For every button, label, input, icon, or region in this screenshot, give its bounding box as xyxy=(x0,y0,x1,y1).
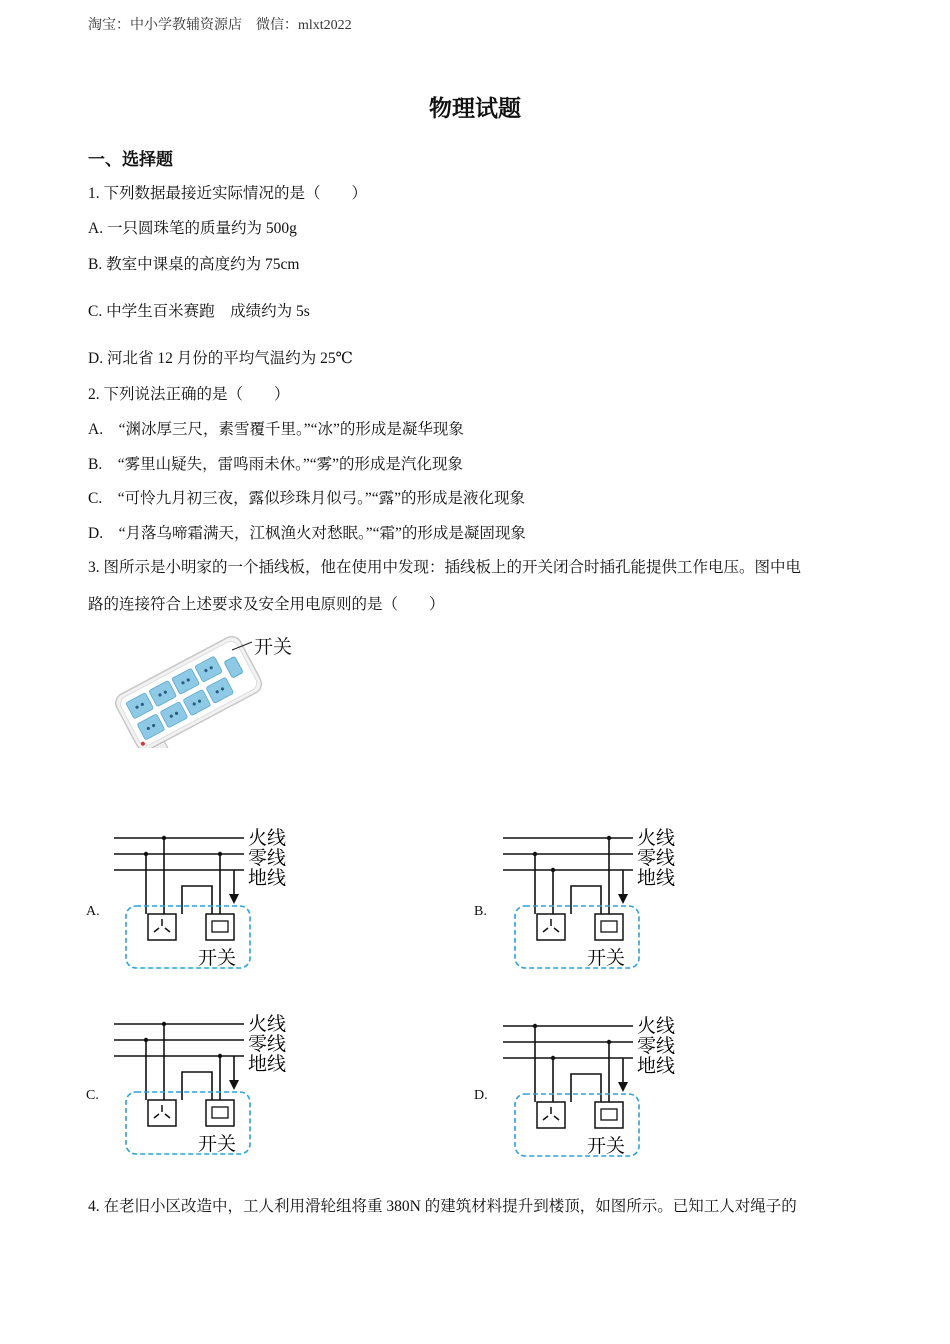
circuit-option-a xyxy=(110,822,310,974)
option-d-label: D. xyxy=(474,1088,488,1103)
option-b-label: B. xyxy=(474,904,487,919)
live-wire-label: 火线 xyxy=(248,1013,287,1035)
neutral-wire-label: 零线 xyxy=(248,1033,287,1055)
switch-label: 开关 xyxy=(587,1135,626,1157)
live-wire-label: 火线 xyxy=(637,827,676,849)
ground-wire-label: 地线 xyxy=(637,867,676,889)
live-wire-label: 火线 xyxy=(248,827,287,849)
question-2-option-c: C. “可怜九月初三夜，露似珍珠月似弓。”“露”的形成是液化现象 xyxy=(88,490,525,507)
ground-wire-label: 地线 xyxy=(637,1055,676,1077)
neutral-wire-label: 零线 xyxy=(637,1035,676,1057)
question-2-option-a: A. “渊冰厚三尺，素雪覆千里。”“冰”的形成是凝华现象 xyxy=(88,421,464,438)
question-1-stem: 1. 下列数据最接近实际情况的是（ ） xyxy=(88,185,368,202)
circuit-option-b xyxy=(499,822,699,974)
power-strip-figure xyxy=(112,628,312,748)
question-3-stem-line-1: 3. 图所示是小明家的一个插线板，他在使用中发现：插线板上的开关闭合时插孔能提供工作电压。图中电 xyxy=(88,559,802,576)
header-note: 淘宝：中小学教辅资源店 微信：mlxt2022 xyxy=(88,18,352,33)
question-1-option-a: A. 一只圆珠笔的质量约为 500g xyxy=(88,220,297,237)
switch-label: 开关 xyxy=(198,1133,237,1155)
switch-label: 开关 xyxy=(198,947,237,969)
question-1-option-c: C. 中学生百米赛跑 成绩约为 5s xyxy=(88,303,310,320)
question-1-option-d: D. 河北省 12 月份的平均气温约为 25℃ xyxy=(88,350,353,367)
section-heading: 一、选择题 xyxy=(88,150,173,169)
ground-wire-label: 地线 xyxy=(248,1053,287,1075)
option-a-label: A. xyxy=(86,904,100,919)
question-4-stem: 4. 在老旧小区改造中，工人利用滑轮组将重 380N 的建筑材料提升到楼顶，如图所示。已知工人对绳子的 xyxy=(88,1198,797,1215)
neutral-wire-label: 零线 xyxy=(637,847,676,869)
question-2-option-d: D. “月落乌啼霜满天，江枫渔火对愁眠。”“霜”的形成是凝固现象 xyxy=(88,525,526,542)
circuit-option-c xyxy=(110,1008,310,1160)
option-c-label: C. xyxy=(86,1088,99,1103)
question-2-stem: 2. 下列说法正确的是（ ） xyxy=(88,386,290,403)
switch-label: 开关 xyxy=(587,947,626,969)
page-title: 物理试题 xyxy=(429,96,521,121)
question-1-option-b: B. 教室中课桌的高度约为 75cm xyxy=(88,256,300,273)
ground-wire-label: 地线 xyxy=(248,867,287,889)
live-wire-label: 火线 xyxy=(637,1015,676,1037)
circuit-option-d xyxy=(499,1010,699,1162)
question-2-option-b: B. “雾里山疑失，雷鸣雨未休。”“雾”的形成是汽化现象 xyxy=(88,456,463,473)
question-3-stem-line-2: 路的连接符合上述要求及安全用电原则的是（ ） xyxy=(88,596,445,613)
power-strip-switch-label: 开关 xyxy=(254,636,293,658)
neutral-wire-label: 零线 xyxy=(248,847,287,869)
